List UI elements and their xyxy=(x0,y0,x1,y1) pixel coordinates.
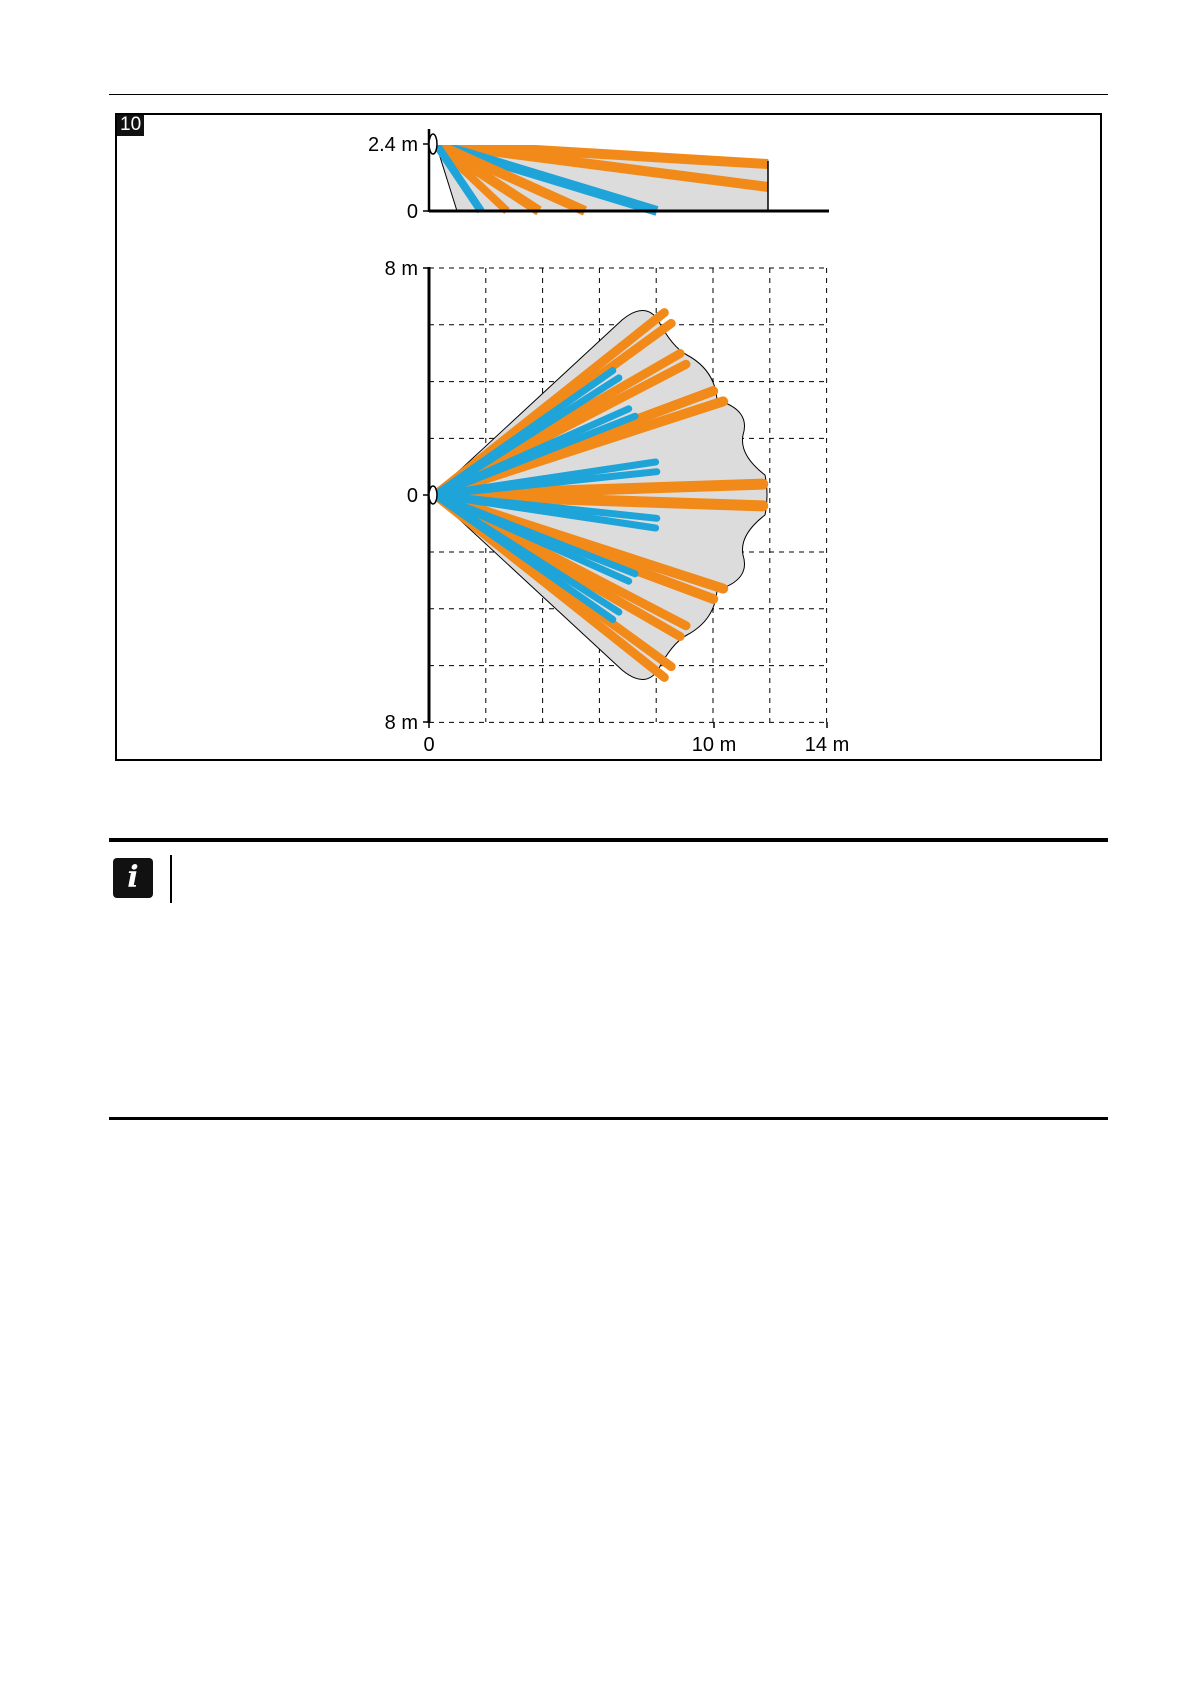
side-y-label-zero: 0 xyxy=(406,201,418,223)
top-x-label-zero: 0 xyxy=(423,734,435,756)
top-x-label-14m: 14 m xyxy=(804,734,850,756)
top-y-label-zero: 0 xyxy=(406,485,418,507)
note-divider xyxy=(170,855,172,903)
header-rule xyxy=(109,94,1108,95)
figure-10 xyxy=(115,113,1102,761)
top-view xyxy=(385,258,850,756)
note-top-rule xyxy=(109,838,1108,842)
detection-pattern-diagram xyxy=(117,115,1100,759)
side-view xyxy=(368,129,829,223)
info-icon: i xyxy=(113,858,153,898)
detector-icon xyxy=(429,486,437,504)
top-y-label-bottom: 8 m xyxy=(384,712,418,734)
side-y-label-top: 2.4 m xyxy=(367,134,418,156)
top-y-label-top: 8 m xyxy=(384,258,418,280)
top-x-label-10m: 10 m xyxy=(691,734,737,756)
figure-number: 10 xyxy=(117,115,144,136)
note-bottom-rule xyxy=(109,1117,1108,1120)
detector-icon xyxy=(429,134,437,154)
